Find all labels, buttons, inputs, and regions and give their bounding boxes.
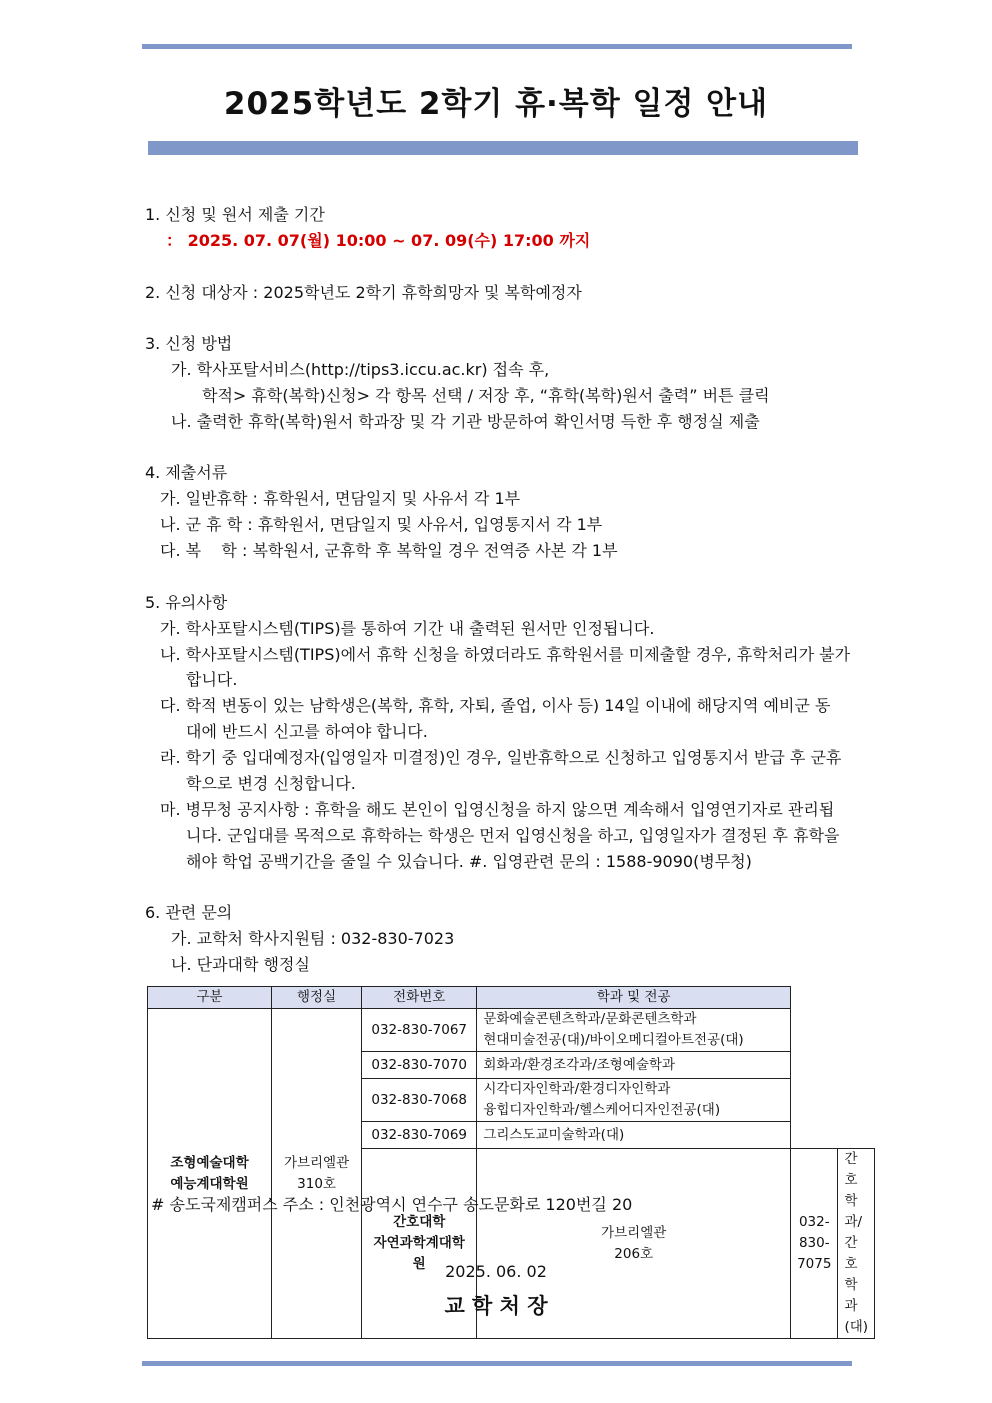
table-header-division: 구분 xyxy=(148,987,272,1009)
documents-heading: 4. 제출서류 xyxy=(145,463,228,482)
table-header-department: 학과 및 전공 xyxy=(477,987,791,1009)
method-item-a-line1: 가. 학사포탈서비스(http://tips3.iccu.ac.kr) 접속 후, xyxy=(171,360,550,379)
graduate-school-name: 예능계대학원 xyxy=(170,1175,249,1192)
notes-item-c-line2: 대에 반드시 신고를 하여야 합니다. xyxy=(186,722,428,741)
department-line: 문화예술콘텐츠학과/문화콘텐츠학과 xyxy=(483,1011,697,1027)
page-title: 2025학년도 2학기 휴·복학 일정 안내 xyxy=(223,86,769,122)
contact-item-b: 나. 단과대학 행정실 xyxy=(171,955,310,974)
target-heading: 2. 신청 대상자 : 2025학년도 2학기 휴학희망자 및 복학예정자 xyxy=(145,283,582,302)
notes-item-b-line1: 나. 학사포탈시스템(TIPS)에서 휴학 신청을 하였더라도 휴학원서를 미제출할 경우, 휴학처리가 불가 xyxy=(160,645,851,664)
method-heading: 3. 신청 방법 xyxy=(145,334,233,353)
notes-item-e-line2: 니다. 군입대를 목적으로 휴학하는 학생은 먼저 입영신청을 하고, 입영일자가 결정된 후 휴학을 xyxy=(186,826,840,845)
phone-cell: 032-830-7075 xyxy=(791,1149,838,1339)
table-header-phone: 전화번호 xyxy=(362,987,477,1009)
department-line: 현대미술전공(대)/바이오메디컬아트전공(대) xyxy=(483,1032,744,1048)
notes-item-b-line2: 합니다. xyxy=(186,670,238,689)
table-header-office: 행정실 xyxy=(272,987,362,1009)
documents-item-b: 나. 군 휴 학 : 휴학원서, 면담일지 및 사유서, 입영통지서 각 1부 xyxy=(160,515,603,534)
office-room: 310호 xyxy=(297,1175,336,1192)
phone-cell: 032-830-7070 xyxy=(362,1052,477,1079)
department-line: 시각디자인학과/환경디자인학과 xyxy=(483,1081,671,1097)
bottom-rule xyxy=(142,1361,852,1366)
table-row xyxy=(148,1009,875,1052)
office-cell-arts xyxy=(272,1009,362,1339)
college-name: 조형예술대학 xyxy=(170,1154,249,1171)
department-line: 융힙디자인학과/헬스케어디자인전공(대) xyxy=(483,1102,721,1118)
office-building: 가브리엘관 xyxy=(283,1154,350,1171)
department-cell: 간호학과/간호학과(대) xyxy=(838,1149,875,1339)
phone-cell: 032-830-7068 xyxy=(362,1079,477,1122)
notes-item-e-line3: 해야 학업 공백기간을 줄일 수 있습니다. #. 입영관련 문의 : 1588-9090(병무청) xyxy=(186,852,752,871)
department-cell xyxy=(477,1009,791,1052)
contact-heading: 6. 관련 문의 xyxy=(145,903,233,922)
graduate-school-name: 자연과학계대학원 xyxy=(373,1235,465,1272)
office-building: 가브리엘관 xyxy=(601,1224,667,1241)
office-room: 206호 xyxy=(614,1245,654,1262)
campus-address: # 송도국제캠퍼스 주소 : 인천광역시 연수구 송도문화로 120번길 20 xyxy=(151,1195,633,1214)
notes-heading: 5. 유의사항 xyxy=(145,593,228,612)
method-item-a-line2: 학적> 휴학(복학)신청> 각 항목 선택 / 저장 후, “휴학(복학)원서 출력” 버튼 클릭 xyxy=(202,386,770,405)
contact-item-a: 가. 교학처 학사지원팀 : 032-830-7023 xyxy=(171,929,455,948)
office-contact-table xyxy=(147,986,875,1339)
phone-cell: 032-830-7067 xyxy=(362,1009,477,1052)
period-detail: ： 2025. 07. 07(월) 10:00 ~ 07. 09(수) 17:00 까지 xyxy=(166,231,591,250)
period-heading: 1. 신청 및 원서 제출 기간 xyxy=(145,205,325,224)
method-item-b: 나. 출력한 휴학(복학)원서 학과장 및 각 기관 방문하여 확인서명 득한 후 행정실 제출 xyxy=(171,412,760,431)
documents-item-a: 가. 일반휴학 : 휴학원서, 면담일지 및 사유서 각 1부 xyxy=(160,489,521,508)
issue-date: 2025. 06. 02 xyxy=(445,1262,547,1281)
top-rule xyxy=(142,44,852,49)
notes-item-a: 가. 학사포탈시스템(TIPS)를 통하여 기간 내 출력된 원서만 인정됩니다. xyxy=(160,619,655,638)
documents-item-c: 다. 복 학 : 복학원서, 군휴학 후 복학일 경우 전역증 사본 각 1부 xyxy=(160,541,618,560)
department-cell xyxy=(477,1079,791,1122)
notes-item-d-line2: 학으로 변경 신청합니다. xyxy=(186,774,356,793)
department-cell: 회화과/환경조각과/조형예술학과 xyxy=(477,1052,791,1079)
college-cell-arts xyxy=(148,1009,272,1339)
table-header-row xyxy=(148,987,875,1009)
notes-item-e-line1: 마. 병무청 공지사항 : 휴학을 해도 본인이 입영신청을 하지 않으면 계속해서 입영연기자로 관리됩 xyxy=(160,800,835,819)
notes-item-c-line1: 다. 학적 변동이 있는 남학생은(복학, 휴학, 자퇴, 졸업, 이사 등) 14일 이내에 해당지역 예비군 동 xyxy=(160,696,831,715)
phone-cell: 032-830-7069 xyxy=(362,1122,477,1149)
notes-item-d-line1: 라. 학기 중 입대예정자(입영일자 미결정)인 경우, 일반휴학으로 신청하고 입영통지서 받급 후 군휴 xyxy=(160,748,842,767)
department-cell: 그리스도교미술학과(대) xyxy=(477,1122,791,1149)
signer: 교 학 처 장 xyxy=(444,1293,548,1318)
college-name: 간호대학 xyxy=(393,1214,446,1230)
title-underline xyxy=(148,141,858,155)
